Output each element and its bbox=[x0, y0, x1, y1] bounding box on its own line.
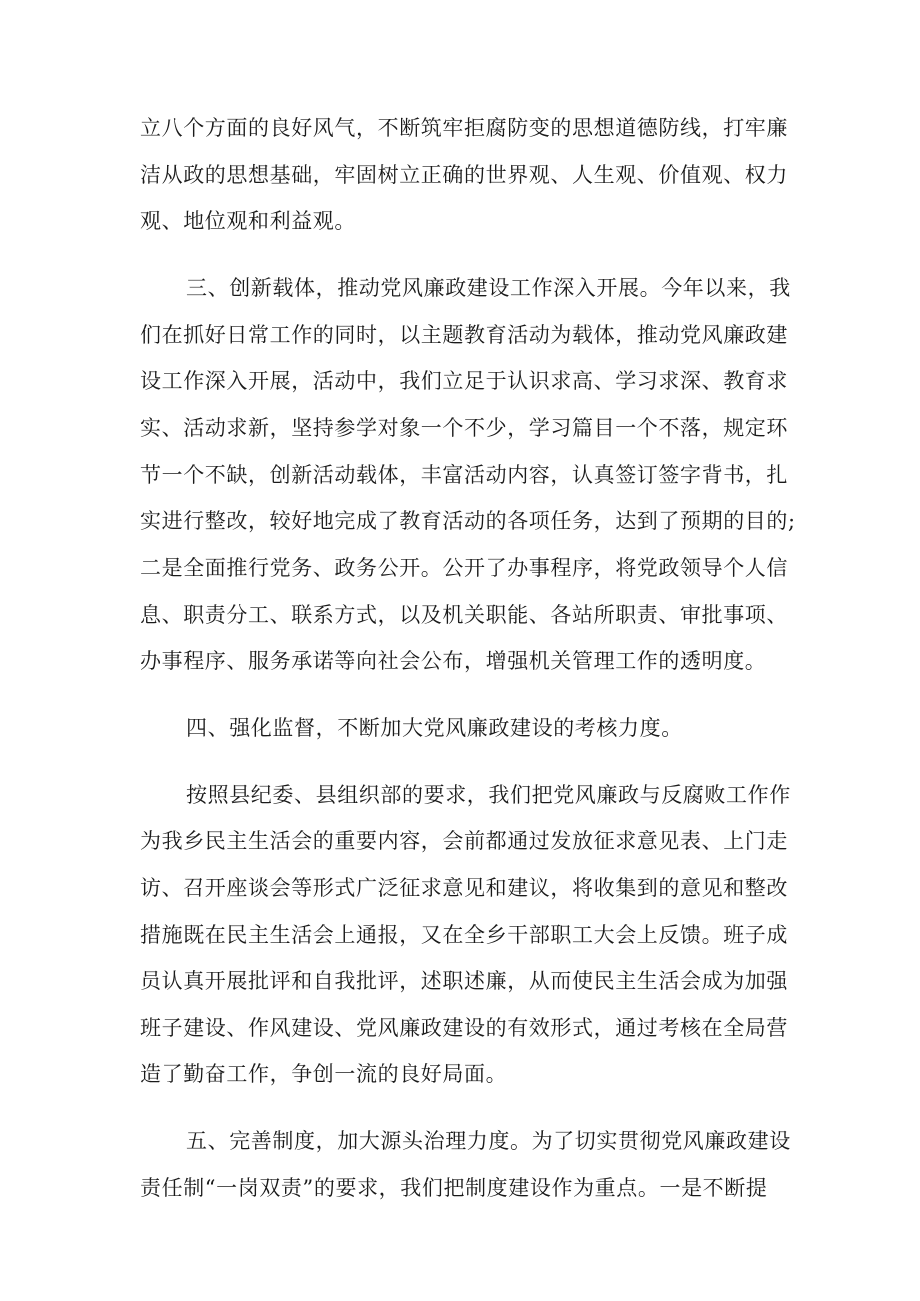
paragraph-4-line-2: 为我乡民主生活会的重要内容，会前都通过发放征求意见表、上门走 bbox=[140, 829, 788, 853]
paragraph-1-line-2: 洁从政的思想基础，牢固树立正确的世界观、人生观、价值观、权力 bbox=[140, 163, 788, 187]
paragraph-4-line-5: 员认真开展批评和自我批评，述职述廉，从而使民主生活会成为加强 bbox=[140, 969, 788, 993]
paragraph-4-line-6: 班子建设、作风建设、党风廉政建设的有效形式，通过考核在全局营 bbox=[140, 1016, 788, 1040]
paragraph-2-line-2: 们在抓好日常工作的同时，以主题教育活动为载体，推动党风廉政建 bbox=[140, 323, 788, 347]
paragraph-4-line-4: 措施既在民主生活会上通报，又在全乡干部职工大会上反馈。班子成 bbox=[140, 923, 788, 947]
paragraph-2-line-5: 节一个不缺，创新活动载体，丰富活动内容，认真签订签字背书，扎 bbox=[140, 463, 788, 487]
paragraph-4-line-1: 按照县纪委、县组织部的要求，我们把党风廉政与反腐败工作作 bbox=[186, 783, 791, 807]
paragraph-2-line-7: 二是全面推行党务、政务公开。公开了办事程序，将党政领导个人信 bbox=[140, 556, 788, 580]
paragraph-2-line-6: 实进行整改，较好地完成了教育活动的各项任务，达到了预期的目的; bbox=[140, 509, 796, 533]
paragraph-3-line-1: 四、强化监督，不断加大党风廉政建设的考核力度。 bbox=[186, 716, 683, 740]
paragraph-2-line-1: 三、创新载体，推动党风廉政建设工作深入开展。今年以来，我 bbox=[186, 276, 791, 300]
paragraph-5-line-1: 五、完善制度，加大源头治理力度。为了切实贯彻党风廉政建设 bbox=[186, 1129, 791, 1153]
paragraph-2-line-8: 息、职责分工、联系方式，以及机关职能、各站所职责、审批事项、 bbox=[140, 603, 788, 627]
paragraph-1-line-3: 观、地位观和利益观。 bbox=[140, 209, 356, 233]
paragraph-1-line-1: 立八个方面的良好风气，不断筑牢拒腐防变的思想道德防线，打牢廉 bbox=[140, 116, 788, 140]
paragraph-4-line-3: 访、召开座谈会等形式广泛征求意见和建议，将收集到的意见和整改 bbox=[140, 876, 788, 900]
paragraph-5-line-2: 责任制“一岗双责”的要求，我们把制度建设作为重点。一是不断提 bbox=[140, 1176, 768, 1200]
paragraph-2-line-3: 设工作深入开展，活动中，我们立足于认识求高、学习求深、教育求 bbox=[140, 369, 788, 393]
paragraph-2-line-9: 办事程序、服务承诺等向社会公布，增强机关管理工作的透明度。 bbox=[140, 649, 767, 673]
paragraph-4-line-7: 造了勤奋工作，争创一流的良好局面。 bbox=[140, 1062, 508, 1086]
paragraph-2-line-4: 实、活动求新，坚持参学对象一个不少，学习篇目一个不落，规定环 bbox=[140, 416, 788, 440]
